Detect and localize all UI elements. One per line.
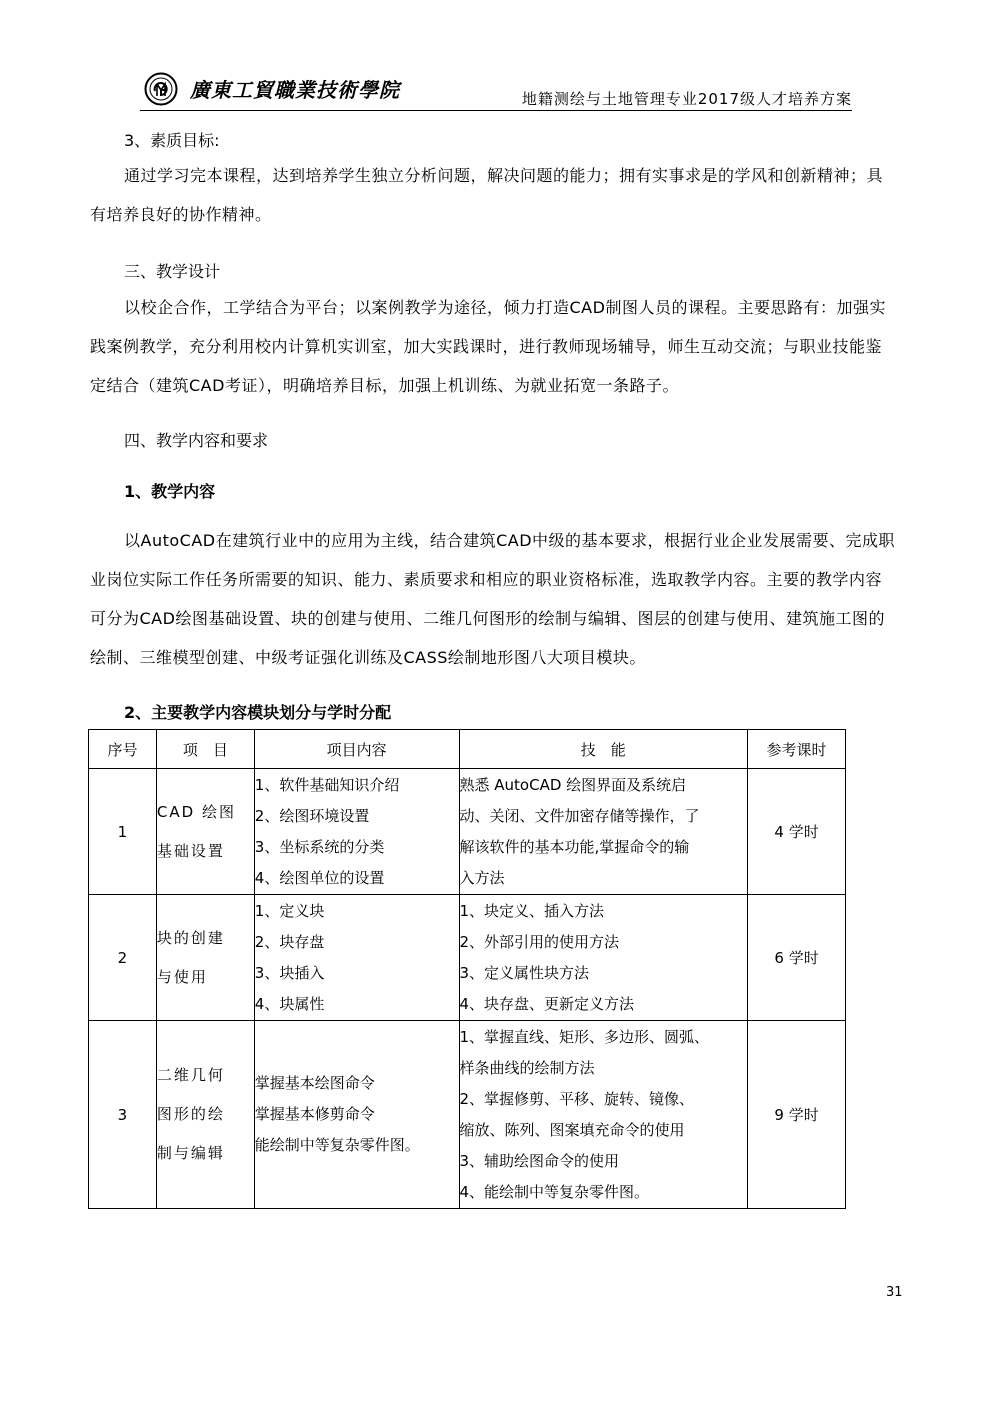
teaching-content-subheading: 1、教学内容 xyxy=(124,482,216,501)
table-row xyxy=(89,895,846,1021)
content-line: 2、块存盘 xyxy=(254,932,325,951)
table-header-row xyxy=(89,730,846,769)
skill-line: 入方法 xyxy=(459,868,505,887)
row-content xyxy=(254,1021,459,1209)
content-line: 能绘制中等复杂零件图。 xyxy=(254,1136,420,1154)
teaching-content-heading: 四、教学内容和要求 xyxy=(124,431,269,450)
row-hours: 6 学时 xyxy=(748,895,846,1021)
row-number: 2 xyxy=(89,895,157,1021)
header-project: 项 目 xyxy=(156,730,254,769)
content-line: 4、块属性 xyxy=(254,994,325,1013)
skill-line: 缩放、陈列、图案填充命令的使用 xyxy=(459,1120,685,1139)
row-skills xyxy=(459,1021,748,1209)
header-skills: 技 能 xyxy=(459,730,748,769)
table-row xyxy=(89,1021,846,1209)
content-line: 掌握基本修剪命令 xyxy=(254,1105,375,1123)
row-content xyxy=(254,769,459,895)
page-number: 31 xyxy=(886,1285,903,1300)
project-line: 图形的绘 xyxy=(156,1105,225,1123)
skill-line: 2、掌握修剪、平移、旋转、镜像、 xyxy=(459,1089,695,1108)
teaching-design-text: 以校企合作，工学结合为平台；以案例教学为途径，倾力打造CAD制图人员的课程。主要思路有：加强实践案例教学，充分利用校内计算机实训室，加大实践课时，进行教师现场辅导，师生互动交流；与职业技能鉴定结合（建筑CAD考证），明确培养目标，加强上机训练、为就业拓宽一条路子。 xyxy=(90,298,886,395)
content-line: 2、绘图环境设置 xyxy=(254,806,370,825)
skill-line: 1、块定义、插入方法 xyxy=(459,901,605,920)
quality-goal-text: 通过学习完本课程，达到培养学生独立分析问题，解决问题的能力；拥有实事求是的学风和创新精神；具有培养良好的协作精神。 xyxy=(90,166,884,224)
project-line: 二维几何 xyxy=(156,1066,225,1084)
school-logo-icon xyxy=(144,72,178,106)
project-line: 制与编辑 xyxy=(156,1144,225,1162)
content-line: 1、软件基础知识介绍 xyxy=(254,775,400,794)
row-project xyxy=(156,769,254,895)
skill-line: 1、掌握直线、矩形、多边形、圆弧、 xyxy=(459,1027,710,1046)
quality-goal-heading: 3、素质目标: xyxy=(124,131,220,150)
skill-line: 3、定义属性块方法 xyxy=(459,963,590,982)
row-project xyxy=(156,1021,254,1209)
row-skills xyxy=(459,895,748,1021)
row-project xyxy=(156,895,254,1021)
project-line: 基础设置 xyxy=(156,841,225,860)
row-content xyxy=(254,895,459,1021)
header-no: 序号 xyxy=(89,730,157,769)
row-hours: 9 学时 xyxy=(748,1021,846,1209)
skill-line: 熟悉 AutoCAD 绘图界面及系统启 xyxy=(459,775,687,794)
project-line: CAD 绘图 xyxy=(156,802,236,821)
school-name: 廣東工貿職業技術學院 xyxy=(190,78,400,102)
header-content: 项目内容 xyxy=(254,730,459,769)
skill-line: 动、关闭、文件加密存储等操作，了 xyxy=(459,806,700,825)
page-header xyxy=(140,68,852,111)
row-number: 3 xyxy=(89,1021,157,1209)
skill-line: 解该软件的基本功能,掌握命令的输 xyxy=(459,837,690,856)
skill-line: 3、辅助绘图命令的使用 xyxy=(459,1151,620,1170)
row-skills xyxy=(459,769,748,895)
content-line: 1、定义块 xyxy=(254,901,325,920)
row-hours: 4 学时 xyxy=(748,769,846,895)
skill-line: 4、块存盘、更新定义方法 xyxy=(459,994,635,1013)
skill-line: 样条曲线的绘制方法 xyxy=(459,1058,595,1077)
module-allocation-heading: 2、主要教学内容模块划分与学时分配 xyxy=(124,703,392,722)
document-title: 地籍测绘与土地管理专业2017级人才培养方案 xyxy=(521,90,852,108)
project-line: 块的创建 xyxy=(156,928,225,947)
module-table xyxy=(88,729,846,1209)
content-line: 掌握基本绘图命令 xyxy=(254,1074,375,1092)
content-line: 3、块插入 xyxy=(254,963,325,982)
teaching-design-heading: 三、教学设计 xyxy=(124,262,221,281)
teaching-content-text: 以AutoCAD在建筑行业中的应用为主线，结合建筑CAD中级的基本要求，根据行业企业发展需要、完成职业岗位实际工作任务所需要的知识、能力、素质要求和相应的职业资格标准，选取教学内容。主要的教学内容可分为CAD绘图基础设置、块的创建与使用、二维几何图形的绘制与编辑、图层的创建与使用、建筑施工图的绘制、三维模型创建、中级考证强化训练及CASS绘制地形图八大项目模块。 xyxy=(90,531,896,667)
project-line: 与使用 xyxy=(156,967,208,986)
content-line: 3、坐标系统的分类 xyxy=(254,837,385,856)
header-hours: 参考课时 xyxy=(748,730,846,769)
row-number: 1 xyxy=(89,769,157,895)
skill-line: 2、外部引用的使用方法 xyxy=(459,932,620,951)
table-row xyxy=(89,769,846,895)
content-line: 4、绘图单位的设置 xyxy=(254,868,385,887)
skill-line: 4、能绘制中等复杂零件图。 xyxy=(459,1182,650,1201)
